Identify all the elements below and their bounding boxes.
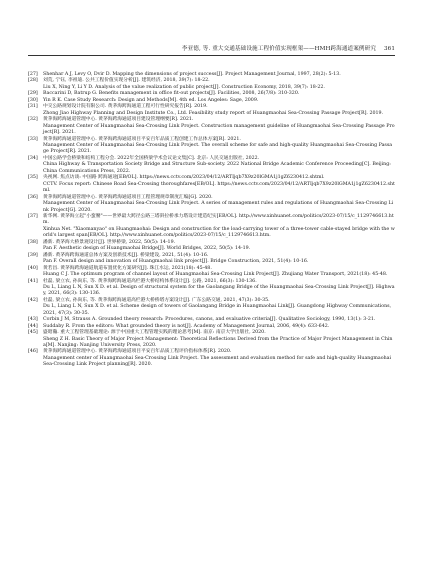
reference-text: Baccarini D, Batrup G. Benefits management in office fit-out projects[J]. Facilities, 2008, 26(7/8): 310-320. [43, 91, 300, 97]
reference-item [28, 175, 395, 194]
reference-text: 黄茅海跨海通道管理中心. 黄茅海跨海通道项目工程管理规章制度汇编[G]. 2020. [43, 194, 213, 200]
reference-text: Corbin J M, Strauss A. Grounded theory research: Procedures, canons, and evaluative criteria[J]. Qualitative Sociology, 1990, 13(1): 3-21. [43, 317, 376, 323]
reference-text: 中交公路规划设计院有限公司. 黄茅海跨海通道工程可行性研究报告[R]. 2019. [43, 104, 208, 110]
reference-text: Management Center of Huangmaohai Sea-Crossing Link Project. A series of management rules and regulations of Huangmaohai Sea-Crossing Link Project[G]. 2020. [43, 201, 394, 213]
reference-text: Yin R K. Case Study Research: Design and Methods[M]. 4th ed. Los Angeles: Sage, 2009. [43, 97, 259, 103]
reference-item [28, 214, 395, 240]
reference-number: [37] [28, 213, 38, 219]
reference-list [28, 72, 395, 369]
header-rule [28, 55, 395, 56]
reference-text: 黄若昌. 黄茅海跨海通道航道布置优化方案研究[J]. 珠江水运, 2021(18): 45-48. [43, 265, 212, 271]
reference-text: Suddaby R. From the editors: What grounded theory is not[J]. Academy of Management Journal, 2006, 49(4): 633-642. [43, 323, 330, 329]
reference-item [28, 156, 395, 175]
reference-item [28, 137, 395, 156]
page-number: 361 [384, 46, 395, 52]
reference-number: [40] [28, 265, 38, 271]
reference-text: Du L, Liang L N, Sun X D. et al. Design of structural system for the Gaolangang Bridge of the Huangmaohai Sea-Crossing Link Project[J]. Highway, 2021, 66(3): 130-136. [43, 284, 395, 297]
reference-number: [36] [28, 194, 38, 200]
reference-text: 中国公路学会桥梁和结构工程分会. 2022年全国桥梁学术会议论文集[C]. 北京: 人民交通出版社, 2022. [43, 155, 260, 161]
running-header [182, 44, 395, 52]
reference-item [28, 298, 395, 317]
reference-text: 杜磊, 梁立农, 孙尚东, 等. 黄茅海跨海通道高栏港大桥结构体系设计[J]. 公路, 2021, 66(3): 130-136. [43, 278, 257, 284]
reference-text: 黄茅海跨海通道管理中心. 黄茅海跨海通道项目建设管理纲要[R]. 2021. [43, 117, 194, 123]
reference-item [28, 253, 395, 266]
reference-text: Shenhar A J, Levy O, Dvir D. Mapping the dimensions of project success[J]. Project Management Journal, 1997, 28(2): 5-13. [43, 72, 341, 77]
reference-number: [34] [28, 155, 38, 161]
reference-text: China Highway & Transportation Society Bridge and Structure Sub-society. 2022 National Bridge Academic Conference Proceeding[C]. Beijing: China Communications Press, 2022. [43, 162, 391, 174]
reference-text: 潘新. 黄茅海大桥景观设计[J]. 世界桥梁, 2022, 50(5): 14-19. [43, 239, 176, 245]
reference-item [28, 349, 395, 368]
reference-number: [30] [28, 97, 38, 103]
reference-item [28, 104, 395, 117]
reference-text: Liu X, Ning Y, Li Y D. Analysis of the value realization of public project[J]. Construction Economy, 2018, 39(7): 18-22. [43, 84, 325, 90]
reference-number: [29] [28, 91, 38, 97]
reference-text: 盛昭瀚. 重大工程管理基础理论: 源于中国重大工程管理实践的理论思考[M]. 南京: 南京大学出版社, 2020. [43, 330, 266, 336]
reference-text: Management Center of Huangmaohai Sea-Crossing Link Project. The overall scheme for safe and high-quality Huangmaohai Sea-Crossing Passage Project[R]. 2021. [43, 142, 393, 155]
reference-text: Pan F. Aesthetic design of Huangmaohai Bridge[J]. World Bridges, 2022, 50(5): 14-19. [43, 246, 251, 252]
reference-text: Xinhua Net. "Xiaomanyao" on Huangmaohai: Design and construction for the load-carrying tower of a three-tower cable-stayed bridge with the world's largest span[EB/OL]. http://www.xinhuanet.com/politics/2023-07/15/c_1129746613.htm. [43, 226, 395, 239]
reference-text: 黄茅海跨海通道管理中心. 黄茅海跨海通道项目平安百年品质工程创建工作总体方案[R]. 2021. [43, 136, 241, 142]
reference-item [28, 117, 395, 136]
reference-number: [38] [28, 239, 38, 245]
reference-number: [32] [28, 117, 38, 123]
reference-text: Pan F. Overall design and innovation of Huangmaohai link project[J]. Bridge Construction, 2021, 51(4): 10-16. [43, 259, 309, 265]
reference-number: [31] [28, 104, 38, 110]
reference-number: [43] [28, 317, 38, 323]
reference-text: 杜磊, 梁立农, 孙尚东, 等. 黄茅海跨海通道高栏港大桥桥塔方案设计[J]. 广东公路交通, 2021, 47(3): 30-35. [43, 297, 270, 303]
reference-number: [33] [28, 136, 38, 142]
reference-text: 黄茅海跨海通道管理中心. 黄茅海跨海通道项目平安百年品质工程评价指标体系[R]. 2020. [43, 349, 232, 355]
reference-text: Sheng Z H. Basic Theory of Major Project Management: Theoretical Reflections Derived from the Practice of Major Project Management in China[M]. Nanjing: Nanjing University Press, 2020. [43, 336, 393, 349]
reference-text: Management center of Huangmaohai Sea-Crossing Link Project. The assessment and evaluation method for safe and high-quality Huangmaohai Sea-Crossing Link Project planning[R]. 2020. [43, 355, 391, 368]
reference-text: Huang C J. The optimum program of channel layout of Huangmaohai Sea-Crossing Link Project[J]. Zhujiang Water Transport, 2021(18): 45-48. [43, 272, 388, 278]
reference-text: 潘新. 黄茅海跨海通道总体方案及创新技术[J]. 桥梁建设, 2021, 51(4): 10-16. [43, 252, 209, 258]
reference-text: 刘荒, 宁钰, 李祖迪. 公共工程价值实现分析[J]. 建筑经济, 2018, 39(7): 18-22. [43, 78, 210, 84]
reference-item [28, 195, 395, 214]
reference-number: [44] [28, 323, 38, 329]
reference-text: Du L, Liang L N, Sun X D. et al. Scheme design of towers of Gaolangang Bridge in Huangmaohai Link[J]. Guangdong Highway Communications, 2021, 47(3): 30-35. [43, 304, 392, 316]
reference-item [28, 330, 395, 349]
reference-number: [45] [28, 330, 38, 336]
reference-item [28, 78, 395, 91]
reference-number: [39] [28, 252, 38, 258]
reference-text: 新华网. 黄茅海立起"小蛮腰"——世界最大跨径公路三塔斜拉桥承力塔设计建造纪实[EB/OL]. http://www.xinhuanet.com/politics/2023-07/15/c_1129746613.htm. [43, 213, 394, 226]
reference-number: [42] [28, 297, 38, 303]
reference-item [28, 266, 395, 279]
reference-number: [28] [28, 78, 38, 84]
reference-text: CCTV. Focus report: Chinese Road Sea-Crossing thoroughfares[EB/OL]. https://news.cctv.com/2023/04/12/ARTIjqb7X9z20lGMA1j1gZ6230412.shtml. [43, 181, 395, 194]
reference-item [28, 240, 395, 253]
reference-item [28, 279, 395, 298]
reference-text: 央视网. 焦点访谈: 中国路 跨海通途[EB/OL]. https://news.cctv.com/2023/04/12/ARTIjqb7X9z20lGMA1j1gZ6230412.shtml. [43, 175, 325, 181]
running-title: 李亚德, 等. 重大交通基础设施工程价值实现框架——HMH跨海通道案例研究 [181, 46, 377, 52]
reference-number: [35] [28, 175, 38, 181]
reference-number: [46] [28, 349, 38, 355]
reference-number: [27] [28, 72, 38, 77]
reference-text: Zhong Jiao Highway Planning and Design Institute Co., Ltd. Feasibility study report of Huangmaohai Sea-Crossing Passage Project[R]. 2019. [43, 110, 384, 116]
reference-number: [41] [28, 278, 38, 284]
reference-text: Management Center of Huangmaohai Sea-Crossing Link Project. Construction management guideline of Huangmaohai Sea-Crossing Passage Project[R]. 2021. [43, 123, 395, 136]
